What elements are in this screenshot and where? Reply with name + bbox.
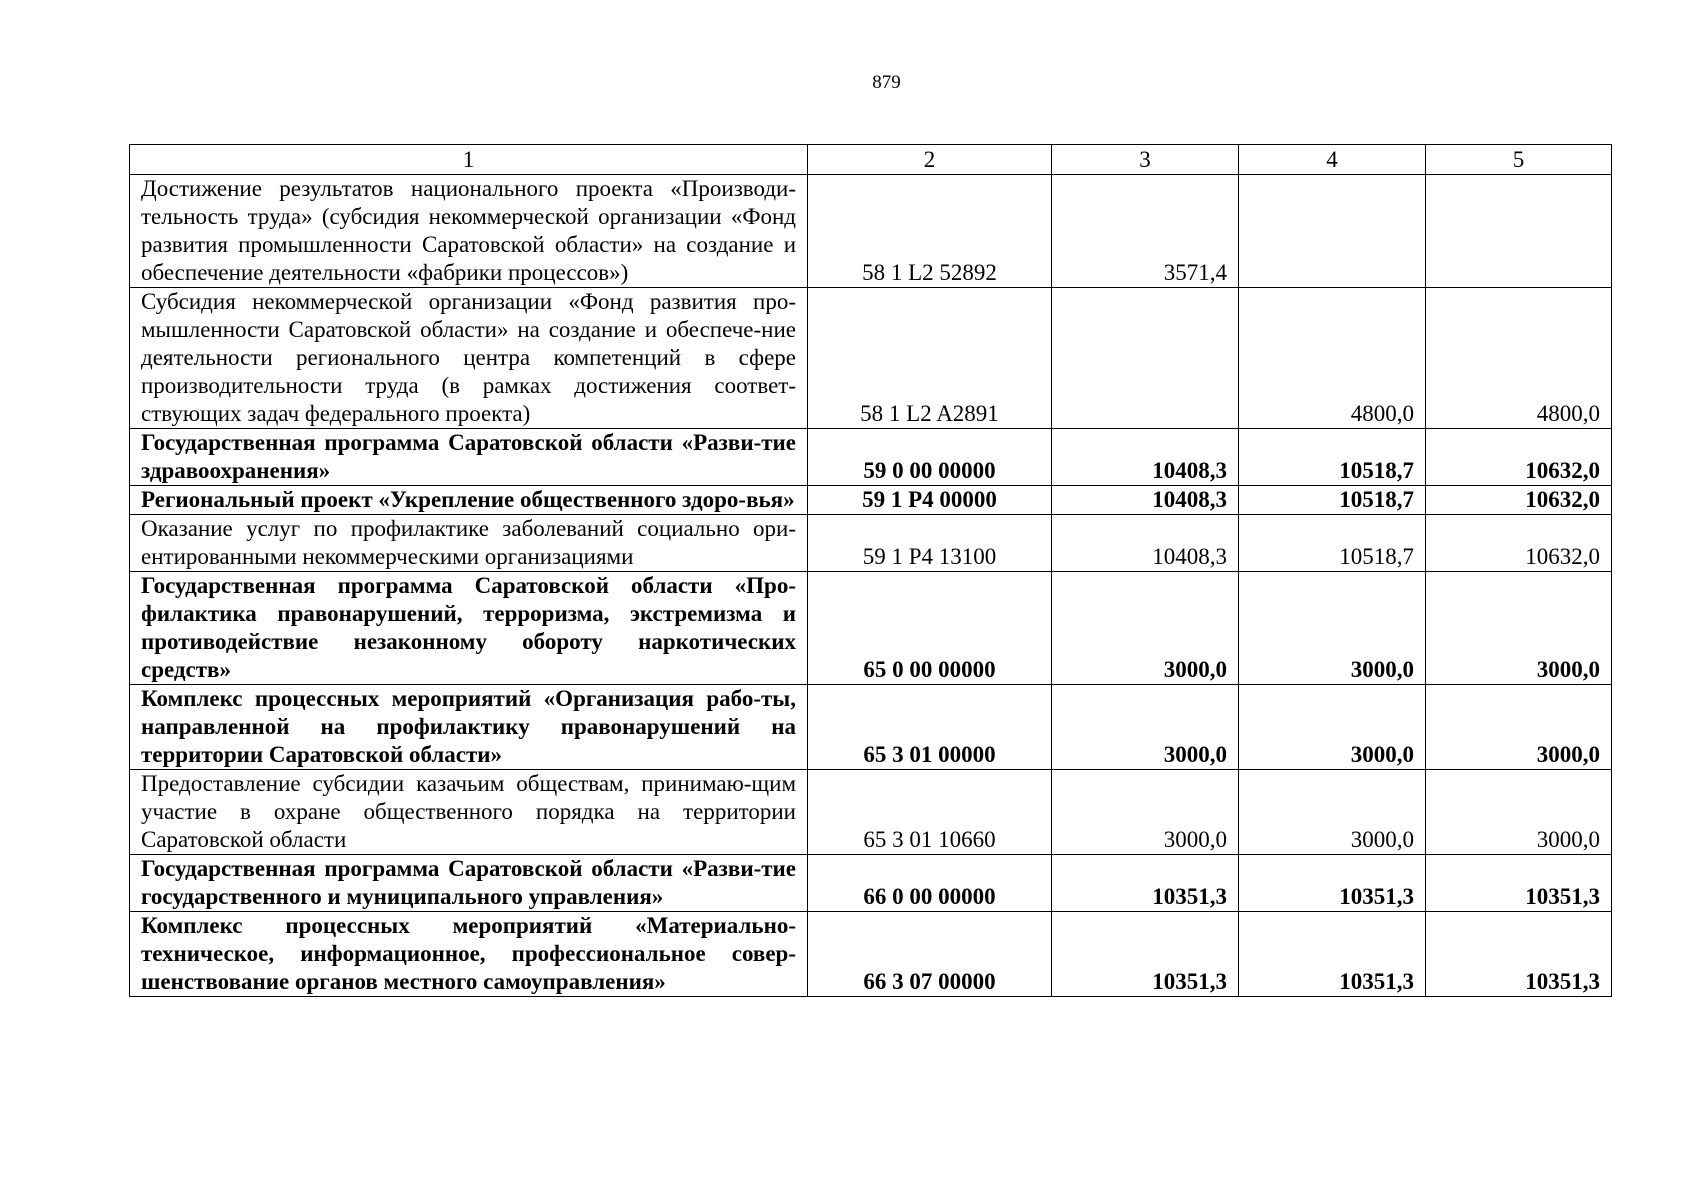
row-value-5: 10632,0 [1426,515,1612,572]
row-value-3: 3000,0 [1052,572,1239,685]
row-value-3: 3000,0 [1052,770,1239,855]
column-header-4: 4 [1239,145,1426,175]
row-name: Государственная программа Саратовской области «Разви-тие государственного и муниципального управления» [130,855,808,912]
row-name: Государственная программа Саратовской области «Разви-тие здравоохранения» [130,429,808,486]
row-value-3: 10408,3 [1052,429,1239,486]
row-name: Региональный проект «Укрепление общественного здоро-вья» [130,486,808,515]
row-code: 65 3 01 10660 [808,770,1052,855]
row-value-4: 4800,0 [1239,288,1426,429]
column-header-3: 3 [1052,145,1239,175]
row-value-4: 10518,7 [1239,515,1426,572]
budget-table [129,144,1612,997]
row-value-4: 10351,3 [1239,912,1426,997]
row-value-4 [1239,175,1426,288]
row-code: 66 0 00 00000 [808,855,1052,912]
row-value-3: 10351,3 [1052,912,1239,997]
table-row [130,486,1612,515]
row-value-4: 10518,7 [1239,429,1426,486]
column-header-2: 2 [808,145,1052,175]
row-value-3: 3571,4 [1052,175,1239,288]
table-row [130,429,1612,486]
row-name: Достижение результатов национального проекта «Производи-тельность труда» (субсидия некоммерческой организации «Фонд развития промышленности Саратовской области» на создание и обеспечение деятельности «фабрики процессов») [130,175,808,288]
row-code: 59 0 00 00000 [808,429,1052,486]
table-row [130,855,1612,912]
row-name: Оказание услуг по профилактике заболеваний социально ори-ентированными некоммерческими организациями [130,515,808,572]
table-row [130,288,1612,429]
table-row [130,912,1612,997]
row-value-5: 3000,0 [1426,770,1612,855]
row-value-5: 10632,0 [1426,429,1612,486]
row-code: 58 1 L2 A2891 [808,288,1052,429]
row-value-5: 10632,0 [1426,486,1612,515]
row-value-3: 10408,3 [1052,486,1239,515]
row-value-3: 3000,0 [1052,685,1239,770]
row-value-5: 4800,0 [1426,288,1612,429]
row-value-5: 10351,3 [1426,855,1612,912]
row-name: Комплекс процессных мероприятий «Организация рабо-ты, направленной на профилактику правонарушений на территории Саратовской области» [130,685,808,770]
row-value-3: 10408,3 [1052,515,1239,572]
row-value-5 [1426,175,1612,288]
row-code: 65 0 00 00000 [808,572,1052,685]
row-value-4: 3000,0 [1239,685,1426,770]
column-header-1: 1 [130,145,808,175]
row-name: Комплекс процессных мероприятий «Материально-техническое, информационное, профессиональное совер-шенствование органов местного самоуправления» [130,912,808,997]
page-number: 879 [872,72,901,93]
table-header-row [130,145,1612,175]
row-name: Субсидия некоммерческой организации «Фонд развития про-мышленности Саратовской области» на создание и обеспече-ние деятельности регионального центра компетенций в сфере производительности труда (в рамках достижения соответ-ствующих задач федерального проекта) [130,288,808,429]
row-value-5: 3000,0 [1426,685,1612,770]
row-value-3: 10351,3 [1052,855,1239,912]
row-value-4: 10518,7 [1239,486,1426,515]
row-value-4: 3000,0 [1239,572,1426,685]
row-value-5: 3000,0 [1426,572,1612,685]
table-row [130,572,1612,685]
table-row [130,685,1612,770]
row-code: 59 1 P4 00000 [808,486,1052,515]
row-value-4: 3000,0 [1239,770,1426,855]
table-row [130,515,1612,572]
row-name: Предоставление субсидии казачьим обществам, принимаю-щим участие в охране общественного порядка на территории Саратовской области [130,770,808,855]
row-code: 65 3 01 00000 [808,685,1052,770]
row-name: Государственная программа Саратовской области «Про-филактика правонарушений, терроризма, экстремизма и противодействие незаконному обороту наркотических средств» [130,572,808,685]
row-code: 59 1 P4 13100 [808,515,1052,572]
row-value-3 [1052,288,1239,429]
table-row [130,175,1612,288]
row-value-5: 10351,3 [1426,912,1612,997]
row-code: 66 3 07 00000 [808,912,1052,997]
row-code: 58 1 L2 52892 [808,175,1052,288]
table-row [130,770,1612,855]
column-header-5: 5 [1426,145,1612,175]
row-value-4: 10351,3 [1239,855,1426,912]
